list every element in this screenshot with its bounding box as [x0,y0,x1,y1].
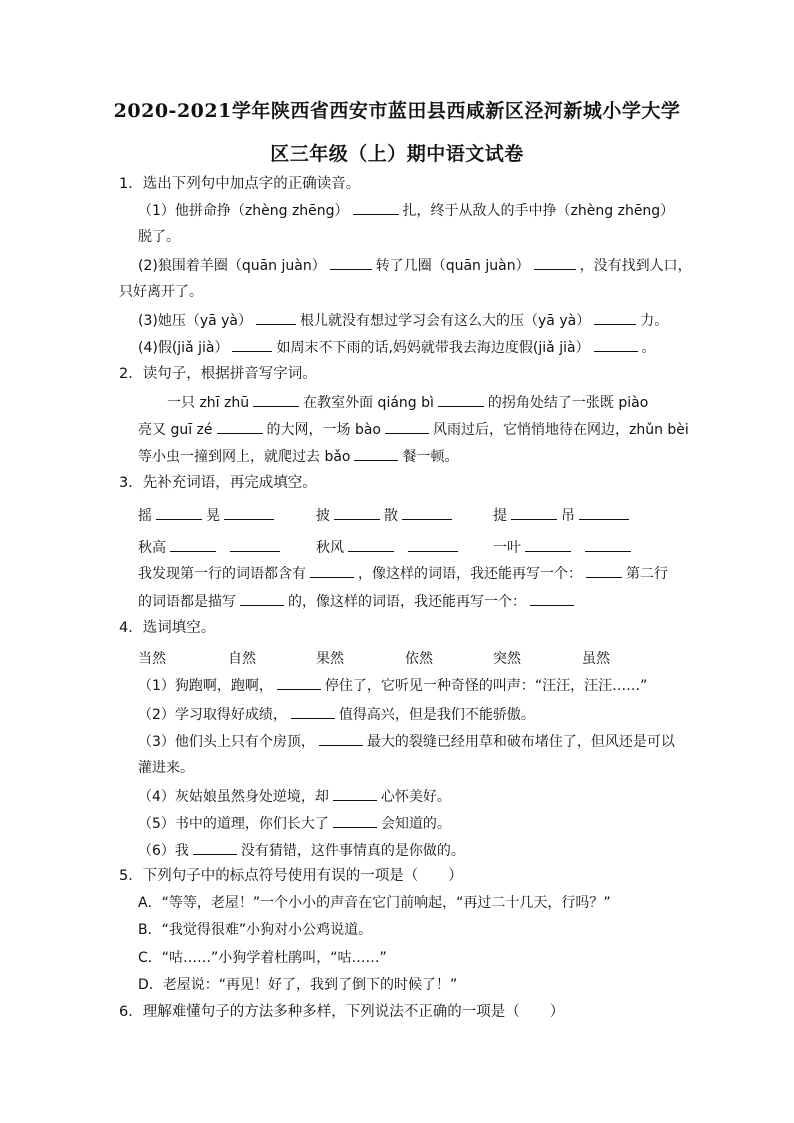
q2-l3-part-b: 餐一顿。 [402,449,459,465]
answer-blank[interactable] [330,255,372,270]
q3-word: 吊 [561,508,575,524]
q4-s4-part-b: 心怀美好。 [380,789,451,805]
q3-row2-item-1 [138,537,284,557]
answer-blank[interactable] [579,505,629,520]
answer-blank[interactable] [319,731,363,746]
answer-blank[interactable] [408,537,458,552]
answer-blank[interactable] [256,310,296,325]
q2-line-2 [138,419,689,440]
q1-s4-part-b: 如周末不下雨的话,妈妈就带我去海边度假(jiǎ jià） [276,340,590,356]
q1-s4-part-c: 。 [641,340,656,356]
q4-s5-part-b: 会知道的。 [380,816,451,832]
q3-row1-item-1 [138,505,278,525]
q3-fill-line-2 [138,591,578,612]
q2-l2-part-c: 风雨过后，它悄悄地待在网边，zhǔn bèi [433,422,689,438]
q4-s3-part-a: （3）他们头上只有个房顶， [138,734,315,750]
answer-blank[interactable] [156,505,202,520]
q1-s2-part-c: ，没有找到人口， [579,258,692,274]
q4-sentence-2 [138,704,535,725]
q5-stem-end: ） [448,868,463,884]
q4-s3-part-c: 灌进来。 [138,760,194,776]
q3-row2-item-3 [493,537,635,557]
answer-blank[interactable] [291,704,335,719]
q5-stem [119,866,463,886]
q3-word: 提 [493,508,507,524]
answer-blank[interactable] [310,563,354,578]
q5-stem-text: 5．下列句子中的标点符号使用有误的一项是（ [119,868,419,884]
q3-row1-item-3 [493,505,633,525]
answer-blank[interactable] [277,675,321,690]
q4-s6-part-b: 没有猜错，这件事情真的是你做的。 [240,843,465,859]
answer-blank[interactable] [333,813,377,828]
answer-blank[interactable] [585,537,631,552]
q3-word: 秋高 [138,540,166,556]
answer-blank[interactable] [534,255,576,270]
q1-s2-part-b: 转了几圈（quān juàn） [375,258,530,274]
answer-blank[interactable] [594,310,636,325]
answer-blank[interactable] [525,537,571,552]
q2-l3-part-a: 等小虫一撞到网上，就爬过去 bǎo [138,449,351,465]
q4-stem: 4．选词填空。 [119,620,216,636]
answer-blank[interactable] [402,505,452,520]
q1-s1-part-b: 扎，终于从敌人的手中挣（zhèng zhēng） [402,203,675,219]
answer-blank[interactable] [586,563,622,578]
answer-blank[interactable] [240,591,284,606]
q1-s3-part-b: 根儿就没有想过学习会有这么大的压（yā yà） [300,313,591,329]
q5-option-c[interactable]: C．“咕……”小狗学着杜鹃叫，“咕……” [138,950,387,966]
answer-blank[interactable] [333,786,377,801]
q3-word: 散 [384,508,398,524]
q4-s6-part-a: （6）我 [138,843,189,859]
answer-blank[interactable] [353,200,399,215]
q4-word-option: 突然 [493,651,521,667]
q4-sentence-5 [138,813,451,834]
q1-s3-part-c: 力。 [640,313,669,329]
q2-l1-part-b: 在教室外面 qiáng bì [303,395,434,411]
q2-line-1 [167,392,648,413]
q4-sentence-3 [138,731,675,752]
q3-f2-part-a: 的词语都是描写 [138,594,236,610]
q3-f2-part-b: 的，像这样的词语，我还能再写一个： [288,594,526,610]
answer-blank[interactable] [170,537,216,552]
q3-f1-part-b: ，像这样的词语，我还能再写一个： [358,566,582,582]
q4-s4-part-a: （4）灰姑娘虽然身处逆境，却 [138,789,329,805]
answer-blank[interactable] [232,337,272,352]
q6-stem-text: 6．理解难懂句子的方法多种多样，下列说法不正确的一项是（ [119,1004,520,1020]
answer-blank[interactable] [530,591,574,606]
q1-s2-part-a: (2)狼围着羊圈（quān juàn） [138,258,326,274]
q2-line-3 [138,446,458,467]
answer-blank[interactable] [438,392,484,407]
q3-f1-part-c: 第二行 [626,566,668,582]
q5-option-d[interactable]: D．老屋说：“再见！好了，我到了倒下的时候了！” [138,977,458,993]
exam-title-line1: 2020-2021学年陕西省西安市蓝田县西咸新区泾河新城小学大学 [113,100,681,122]
q6-stem [119,1002,564,1022]
q3-row2-item-2 [316,537,462,557]
q1-s2-part-d: 只好离开了。 [119,284,203,300]
answer-blank[interactable] [348,537,394,552]
q4-word-option: 自然 [228,651,256,667]
q3-word: 晃 [206,508,220,524]
q4-sentence-1 [138,675,647,696]
q1-s1-part-c: 脱了。 [138,229,180,245]
answer-blank[interactable] [193,840,237,855]
exam-title-line2: 区三年级（上）期中语文试卷 [270,143,524,165]
q2-l2-part-b: 的大网，一场 bào [266,422,381,438]
q4-word-option: 虽然 [582,651,610,667]
q4-s3-part-b: 最大的裂缝已经用草和破布堵住了，但风还是可以 [366,734,675,750]
q3-word: 秋风 [316,540,344,556]
answer-blank[interactable] [334,505,380,520]
answer-blank[interactable] [354,446,398,461]
q2-l2-part-a: 亮又 guī zé [138,422,213,438]
answer-blank[interactable] [253,392,299,407]
q1-s4-part-a: (4)假(jiǎ jià） [138,340,229,356]
answer-blank[interactable] [385,419,429,434]
q3-word: 一叶 [493,540,521,556]
q3-f1-part-a: 我发现第一行的词语都含有 [138,566,306,582]
q1-sentence-4 [138,337,656,358]
q4-s1-part-a: （1）狗跑啊，跑啊， [138,678,273,694]
q4-s2-part-b: 值得高兴，但是我们不能骄傲。 [338,707,535,723]
q4-sentence-4 [138,786,451,807]
answer-blank[interactable] [594,337,638,352]
answer-blank[interactable] [230,537,280,552]
q5-option-b[interactable]: B．“我觉得很难”小狗对小公鸡说道。 [138,922,373,938]
answer-blank[interactable] [224,505,274,520]
q4-word-option: 果然 [316,651,344,667]
q1-sentence-3 [138,310,668,331]
q1-s1-part-a: （1）他拼命挣（zhèng zhēng） [138,203,349,219]
answer-blank[interactable] [511,505,557,520]
q4-s1-part-b: 停住了，它听见一种奇怪的叫声：“汪汪，汪汪……” [324,678,648,694]
q3-stem: 3．先补充词语，再完成填空。 [119,475,317,491]
q1-sentence-1 [138,200,674,221]
q3-row1-item-2 [316,505,456,525]
q4-s2-part-a: （2）学习取得好成绩， [138,707,287,723]
q4-word-option: 当然 [138,651,166,667]
q3-word: 摇 [138,508,152,524]
q4-word-option: 依然 [405,651,433,667]
q3-fill-line-1 [138,563,668,584]
q4-sentence-6 [138,840,465,861]
q4-s5-part-a: （5）书中的道理，你们长大了 [138,816,329,832]
q3-word: 披 [316,508,330,524]
q1-stem: 1．选出下列句中加点字的正确读音。 [119,176,361,192]
answer-blank[interactable] [217,419,263,434]
q6-stem-end: ） [549,1004,565,1020]
q1-s3-part-a: (3)她压（yā yà） [138,313,253,329]
q1-sentence-2 [138,255,692,276]
q5-option-a[interactable]: A．“等等，老屋！”一个小小的声音在它门前响起，“再过二十几天，行吗？” [138,895,611,911]
q2-l1-part-a: 一只 zhī zhū [167,395,250,411]
q2-stem: 2．读句子，根据拼音写字词。 [119,366,317,382]
q2-l1-part-c: 的拐角处结了一张既 piào [487,395,649,411]
